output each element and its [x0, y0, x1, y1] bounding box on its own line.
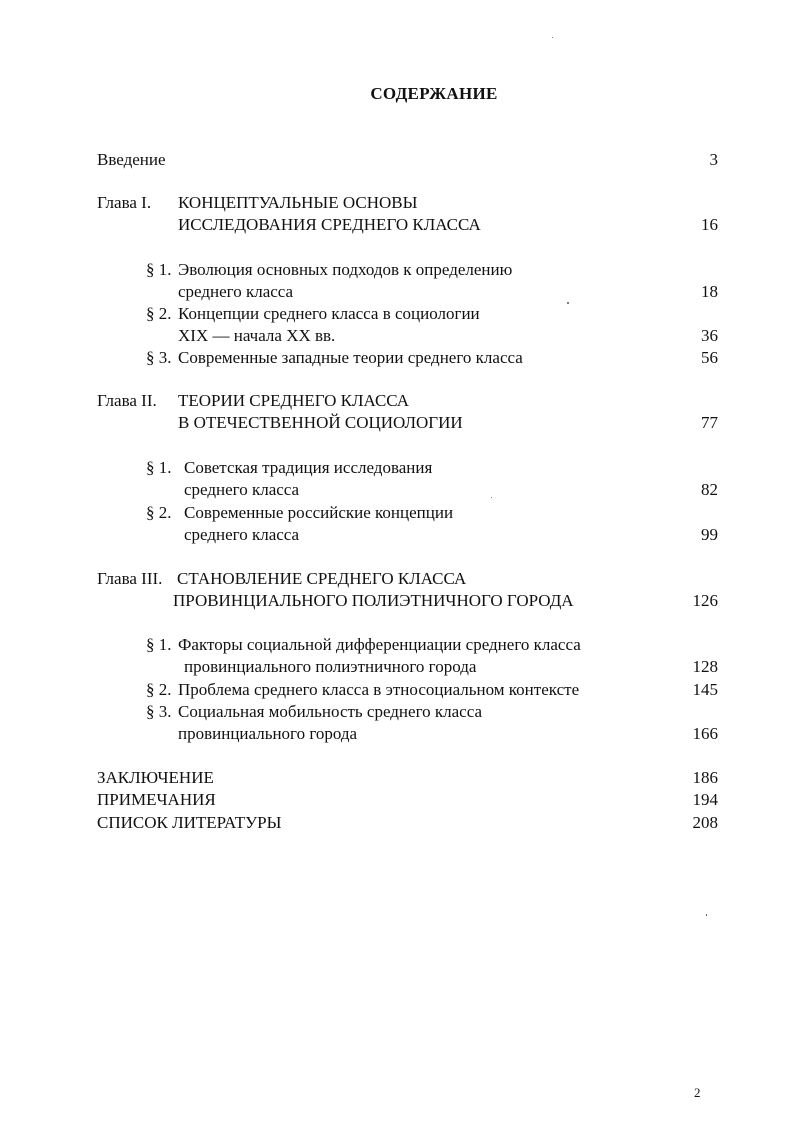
chapter-3-label: Глава III.	[97, 569, 163, 588]
chapter-1-title-line-2: ИССЛЕДОВАНИЯ СРЕДНЕГО КЛАССА	[178, 215, 481, 234]
chapter-2-title-line-1: ТЕОРИИ СРЕДНЕГО КЛАССА	[178, 391, 410, 410]
ch1-section-1-line-1: Эволюция основных подходов к определению	[178, 260, 513, 279]
chapter-2-label: Глава II.	[97, 391, 157, 410]
ch1-section-2-page: 36	[701, 326, 718, 345]
ch2-section-1-line-1: Советская традиция исследования	[184, 458, 433, 477]
scan-speck	[706, 914, 707, 916]
chapter-3-page: 126	[692, 591, 718, 610]
chapter-1-page: 16	[701, 215, 718, 234]
toc-bibliography-label: СПИСОК ЛИТЕРАТУРЫ	[97, 813, 282, 832]
chapter-3-title-line-2: ПРОВИНЦИАЛЬНОГО ПОЛИЭТНИЧНОГО ГОРОДА	[173, 591, 574, 610]
ch1-section-1-page: 18	[701, 282, 718, 301]
chapter-1-title-line-1: КОНЦЕПТУАЛЬНЫЕ ОСНОВЫ	[178, 193, 418, 212]
ch3-section-3-num: § 3.	[146, 702, 172, 721]
ch2-section-2-page: 99	[701, 525, 718, 544]
ch2-section-2-num: § 2.	[146, 503, 172, 522]
toc-notes-label: ПРИМЕЧАНИЯ	[97, 790, 216, 809]
chapter-2-title-line-2: В ОТЕЧЕСТВЕННОЙ СОЦИОЛОГИИ	[178, 413, 463, 432]
chapter-3-title-line-1: СТАНОВЛЕНИЕ СРЕДНЕГО КЛАССА	[177, 569, 467, 588]
toc-conclusion-label: ЗАКЛЮЧЕНИЕ	[97, 768, 214, 787]
ch3-section-1-line-2: провинциального полиэтничного города	[184, 657, 477, 676]
ch1-section-3-page: 56	[701, 348, 718, 367]
ch1-section-2-line-1: Концепции среднего класса в социологии	[178, 304, 480, 323]
ch3-section-2-num: § 2.	[146, 680, 172, 699]
ch2-section-1-page: 82	[701, 480, 718, 499]
ch3-section-1-page: 128	[692, 657, 718, 676]
ch1-section-3-line-1: Современные западные теории среднего класса	[178, 348, 523, 367]
ch3-section-3-line-1: Социальная мобильность среднего класса	[178, 702, 483, 721]
ch3-section-1-line-1: Факторы социальной дифференциации среднего класса	[178, 635, 581, 654]
page-number: 2	[694, 1085, 701, 1100]
ch3-section-3-page: 166	[692, 724, 718, 743]
page-title: СОДЕРЖАНИЕ	[370, 84, 498, 103]
ch3-section-3-line-2: провинциального города	[178, 724, 358, 743]
ch3-section-1-num: § 1.	[146, 635, 172, 654]
ch1-section-1-line-2: среднего класса	[178, 282, 294, 301]
chapter-2-page: 77	[701, 413, 718, 432]
chapter-1-label: Глава I.	[97, 193, 152, 212]
ch2-section-2-line-2: среднего класса	[184, 525, 300, 544]
scan-speck	[567, 302, 569, 304]
toc-bibliography-page: 208	[692, 813, 718, 832]
ch1-section-2-num: § 2.	[146, 304, 172, 323]
ch1-section-1-num: § 1.	[146, 260, 172, 279]
ch3-section-2-line-1: Проблема среднего класса в этносоциальном контексте	[178, 680, 580, 699]
ch1-section-2-line-2: XIX — начала XX вв.	[178, 326, 336, 345]
toc-conclusion-page: 186	[692, 768, 718, 787]
toc-intro-label: Введение	[97, 150, 166, 169]
scan-speck	[552, 37, 553, 38]
ch1-section-3-num: § 3.	[146, 348, 172, 367]
toc-notes-page: 194	[692, 790, 718, 809]
scan-speck	[491, 497, 492, 498]
ch2-section-2-line-1: Современные российские концепции	[184, 503, 454, 522]
ch2-section-1-num: § 1.	[146, 458, 172, 477]
ch2-section-1-line-2: среднего класса	[184, 480, 300, 499]
toc-intro-page: 3	[709, 150, 718, 169]
ch3-section-2-page: 145	[692, 680, 718, 699]
